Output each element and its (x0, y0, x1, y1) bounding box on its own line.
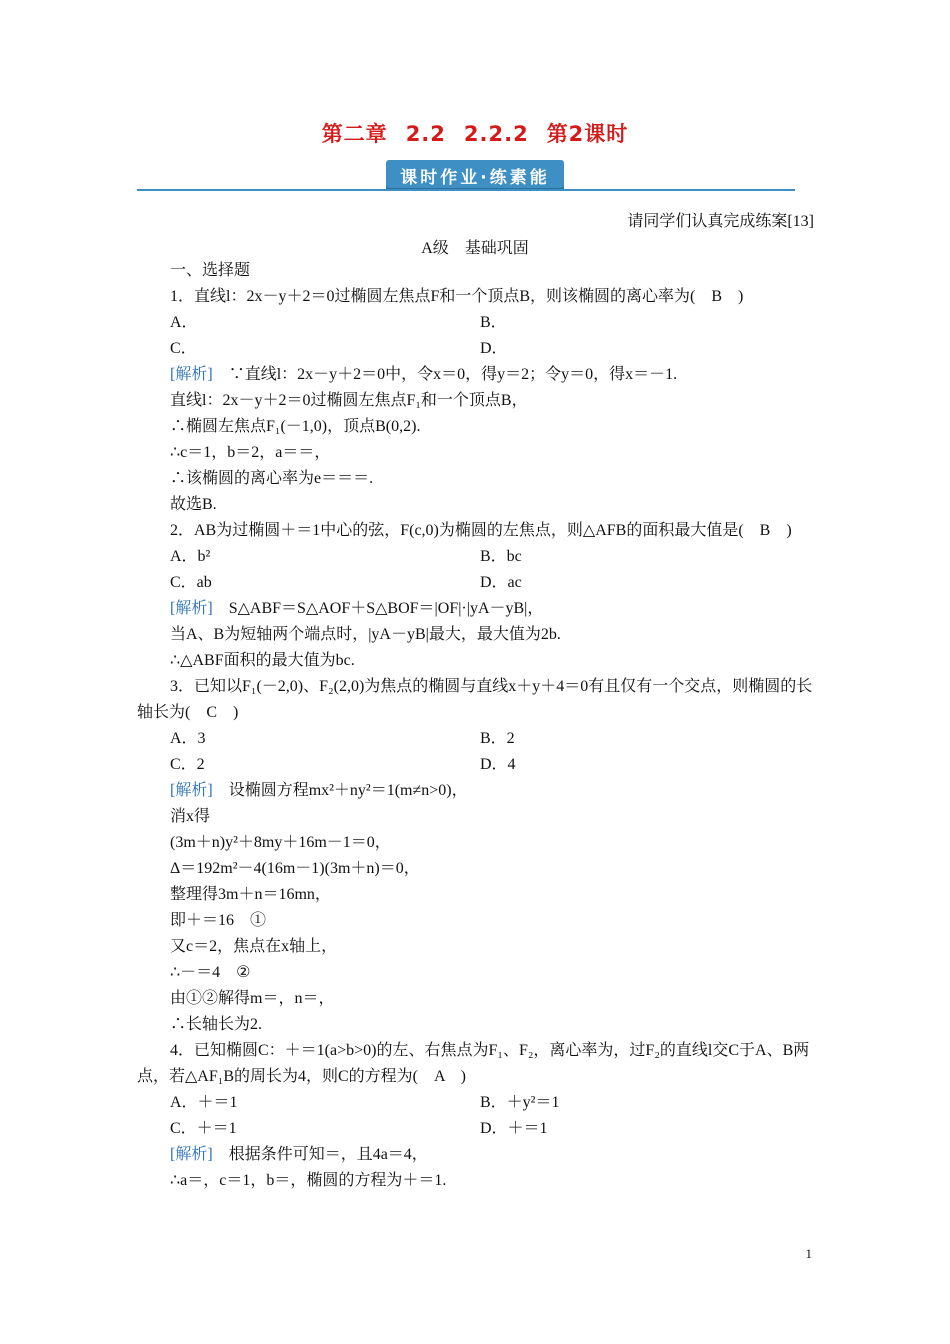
content (137, 258, 817, 1194)
q4-sol-line: ∴a＝，c＝1，b＝，椭圆的方程为＋＝1. (170, 1172, 447, 1189)
level-heading: A级 基础巩固 (421, 240, 529, 257)
q3-option-d: D．4 (480, 756, 516, 773)
q4-option-a: A．＋＝1 (170, 1094, 238, 1111)
q3-sol-line: 消x得 (170, 808, 211, 825)
q2-sol-line: 当A、B为短轴两个端点时，|yA－yB|最大，最大值为2b. (170, 626, 561, 643)
q3-sol-line: 设椭圆方程mx²＋ny²＝1(m≠n>0)， (228, 782, 468, 799)
q2-options-ab (137, 544, 817, 570)
q1-option-a: A． (170, 314, 198, 331)
q1-sol-line: ∴该椭圆的离心率为e＝＝＝. (170, 470, 374, 487)
q1-options-cd (137, 336, 817, 362)
q3-option-c: C．2 (170, 756, 205, 773)
q2-option-c: C．ab (170, 574, 212, 591)
header-rule (137, 189, 795, 191)
q3-sol-line: ∴－＝4 ② (170, 964, 251, 981)
q1-sol-line: ∴椭圆左焦点F₁(－1,0)，顶点B(0,2). (170, 418, 421, 435)
q1-analysis-line (137, 362, 817, 388)
q3-sol-line: 即＋＝16 ① (170, 912, 267, 929)
q4-option-c: C．＋＝1 (170, 1120, 237, 1137)
q3-sol-line: 整理得3m＋n＝16mn， (170, 886, 331, 903)
q3-options-cd (137, 752, 817, 778)
q1-sol-line: ∵直线l：2x－y＋2＝0中，令x＝0，得y＝2；令y＝0，得x＝－1. (228, 366, 678, 383)
q3-sol-line: 又c＝2，焦点在x轴上， (170, 938, 338, 955)
section-heading: 一、选择题 (170, 262, 251, 279)
chapter-label: 第二章 (321, 122, 388, 146)
q3-stem: 3．已知以F₁(－2,0)、F₂(2,0)为焦点的椭圆与直线x＋y＋4＝0有且仅有一个交点，则椭圆的长轴长为( C ) (137, 678, 813, 721)
q3-option-a: A．3 (170, 730, 206, 747)
q4-option-d: D．＋＝1 (480, 1120, 548, 1137)
q3-sol-line: Δ＝192m²－4(16m－1)(3m＋n)＝0， (170, 860, 420, 877)
q4-analysis-line (137, 1142, 817, 1168)
q3-option-b: B．2 (480, 730, 515, 747)
q4-option-b: B．＋y²＝1 (480, 1094, 560, 1111)
q4-options-ab (137, 1090, 817, 1116)
q2-option-a: A．b² (170, 548, 211, 565)
q4-sol-line: 根据条件可知＝，且4a＝4， (228, 1146, 428, 1163)
q2-sol-line: S△ABF＝S△AOF＋S△BOF＝|OF|·|yA－yB|， (228, 600, 544, 617)
subsection-label: 2.2.2 (463, 122, 529, 146)
q1-sol-line: 直线l：2x－y＋2＝0过椭圆左焦点F₁和一个顶点B， (170, 392, 528, 409)
q3-analysis-line (137, 778, 817, 804)
page-number: 1 (805, 1246, 812, 1261)
q2-option-d: D．ac (480, 574, 522, 591)
analysis-tag: [解析] (170, 366, 213, 383)
q1-option-b: B． (480, 314, 507, 331)
q1-sol-line: 故选B. (170, 496, 217, 513)
q2-options-cd (137, 570, 817, 596)
q2-stem: 2．AB为过椭圆＋＝1中心的弦，F(c,0)为椭圆的左焦点，则△AFB的面积最大值是( B ) (170, 522, 792, 539)
page-title (0, 118, 950, 148)
analysis-tag: [解析] (170, 782, 213, 799)
q1-sol-line: ∴c＝1，b＝2，a＝＝， (170, 444, 331, 461)
q2-analysis-line (137, 596, 817, 622)
analysis-tag: [解析] (170, 600, 213, 617)
q3-sol-line: 由①②解得m＝，n＝， (170, 990, 335, 1007)
homework-banner: 课时作业·练素能 (386, 160, 563, 191)
q1-options-ab (137, 310, 817, 336)
q2-option-b: B．bc (480, 548, 522, 565)
q1-stem: 1．直线l：2x－y＋2＝0过椭圆左焦点F和一个顶点B，则该椭圆的离心率为( B ) (170, 288, 744, 305)
q4-options-cd (137, 1116, 817, 1142)
q3-sol-line: ∴长轴长为2. (170, 1016, 263, 1033)
q1-option-d: D． (480, 340, 508, 357)
q1-option-c: C． (170, 340, 197, 357)
lesson-label: 第2课时 (546, 122, 629, 146)
exercise-note: 请同学们认真完成练案[13] (627, 213, 814, 230)
q3-options-ab (137, 726, 817, 752)
section-label: 2.2 (405, 122, 446, 146)
q2-sol-line: ∴△ABF面积的最大值为bc. (170, 652, 355, 669)
q3-sol-line: (3m＋n)y²＋8my＋16m－1＝0， (170, 834, 391, 851)
banner-wrap (0, 160, 950, 191)
q4-stem: 4．已知椭圆C：＋＝1(a>b>0)的左、右焦点为F₁、F₂，离心率为，过F₂的直线l交C于A、B两点，若△AF₁B的周长为4，则C的方程为( A ) (137, 1042, 810, 1085)
analysis-tag: [解析] (170, 1146, 213, 1163)
